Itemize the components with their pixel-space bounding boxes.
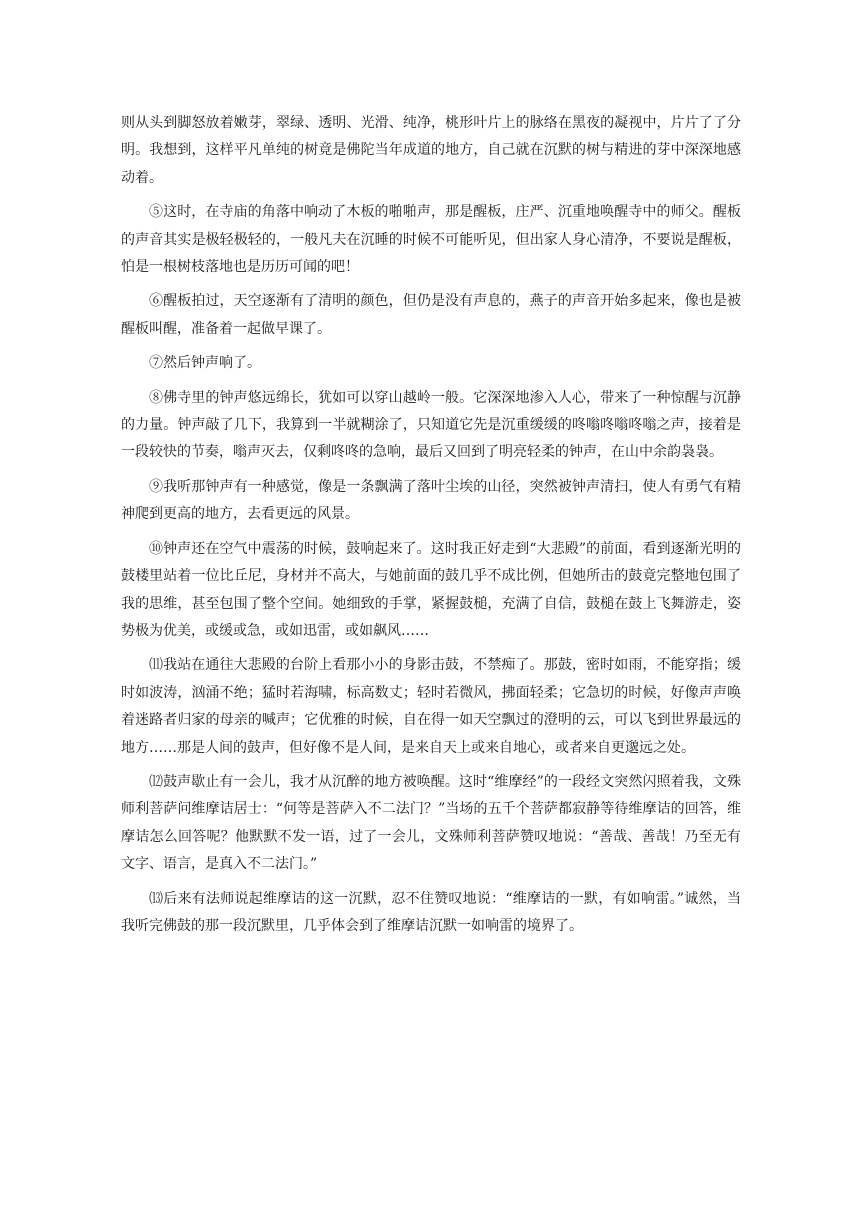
paragraph-continuation: 则从头到脚怒放着嫩芽，翠绿、透明、光滑、纯净，桃形叶片上的脉络在黑夜的凝视中，片片了了分明。我想到，这样平凡单纯的树竟是佛陀当年成道的地方，自己就在沉默的树与精进的芽中深深地感动着。 [121, 115, 741, 186]
paragraph-6: ⑥醒板拍过，天空逐渐有了清明的颜色，但仍是没有声息的，燕子的声音开始多起来，像也是被醒板叫醒，准备着一起做早课了。 [121, 293, 741, 337]
paragraph-13: ⒀后来有法师说起维摩诘的这一沉默，忍不住赞叹地说：“维摩诘的一默，有如响雷。”诚然，当我听完佛鼓的那一段沉默里，几乎体会到了维摩诘沉默一如响雷的境界了。 [121, 890, 741, 934]
paragraph-7: ⑦然后钟声响了。 [149, 355, 261, 372]
paragraph-5: ⑤这时，在寺庙的角落中响动了木板的啪啪声，那是醒板，庄严、沉重地唤醒寺中的师父。醒板的声音其实是极轻极轻的，一般凡夫在沉睡的时候不可能听见，但出家人身心清净，不要说是醒板，怕是一根树枝落地也是历历可闻的吧！ [121, 204, 741, 276]
paragraph-10: ⑩钟声还在空气中震荡的时候，鼓响起来了。这时我正好走到“大悲殿”的前面，看到逐渐光明的鼓楼里站着一位比丘尼，身材并不高大，与她前面的鼓几乎不成比例，但她所击的鼓竟完整地包围了我的思维，甚至包围了整个空间。她细致的手掌，紧握鼓槌，充满了自信，鼓槌在鼓上飞舞游走，姿势极为优美，或缓或急，或如迅雷，或如飙风…… [121, 540, 741, 639]
article-body [121, 110, 741, 947]
paragraph-11: ⑾我站在通往大悲殿的台阶上看那小小的身影击鼓，不禁痴了。那鼓，密时如雨，不能穿指；缓时如波涛，汹涌不绝；猛时若海啸，标高数丈；轻时若微风，拂面轻柔；它急切的时候，好像声声唤着迷路者归家的母亲的喊声；它优雅的时候，自在得一如天空飘过的澄明的云，可以飞到世界最远的地方……那是人间的鼓声，但好像不是人间，是来自天上或来自地心，或者来自更邈远之处。 [121, 657, 741, 756]
paragraph-8: ⑧佛寺里的钟声悠远绵长，犹如可以穿山越岭一般。它深深地渗入人心，带来了一种惊醒与沉静的力量。钟声敲了几下，我算到一半就糊涂了，只知道它先是沉重缓缓的咚嗡咚嗡咚嗡之声，接着是一段较快的节奏，嗡声灭去，仅剩咚咚的急响，最后又回到了明亮轻柔的钟声，在山中余韵袅袅。 [121, 389, 741, 461]
paragraph-12: ⑿鼓声歇止有一会儿，我才从沉醉的地方被唤醒。这时“维摩经”的一段经文突然闪照着我，文殊师利菩萨问维摩诘居士：“何等是菩萨入不二法门？”当场的五千个菩萨都寂静等待维摩诘的回答，维摩诘怎么回答呢？他默默不发一语，过了一会儿，文殊师利菩萨赞叹地说：“善哉、善哉！乃至无有文字、语言，是真入不二法门。” [121, 773, 741, 873]
paragraph-9: ⑨我听那钟声有一种感觉，像是一条飘满了落叶尘埃的山径，突然被钟声清扫，使人有勇气有精神爬到更高的地方，去看更远的风景。 [121, 478, 741, 523]
